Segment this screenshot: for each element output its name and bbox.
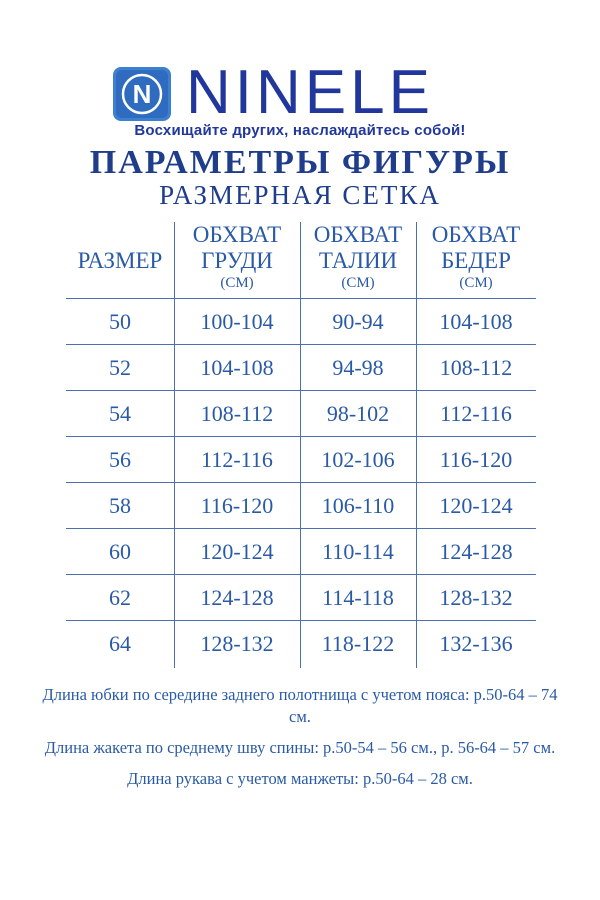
note-sleeve-length: Длина рукава с учетом манжеты: р.50-64 – 28 см.: [127, 769, 473, 788]
header-chest: [174, 222, 300, 298]
cell-hips: 116-120: [439, 447, 513, 472]
header-chest-line2: ГРУДИ: [201, 248, 273, 273]
brand-slogan: Восхищайте других, наслаждайтесь собой!: [134, 122, 466, 139]
cell-waist: 90-94: [332, 309, 384, 334]
cell-waist: 102-106: [321, 447, 395, 472]
note-jacket-length: Длина жакета по среднему шву спины: р.50-54 – 56 см., р. 56-64 – 57 см.: [44, 738, 556, 757]
table-row: [66, 483, 536, 529]
cell-hips: 108-112: [439, 355, 513, 380]
header-chest-unit: (СМ): [220, 275, 254, 291]
table-row: [66, 345, 536, 391]
table-row: [66, 575, 536, 621]
brand-header: [0, 60, 600, 130]
header-waist-line2: ТАЛИИ: [318, 248, 398, 273]
cell-size: 54: [109, 401, 131, 426]
cell-hips: 124-128: [439, 539, 513, 564]
cell-waist: 94-98: [332, 355, 384, 380]
cell-waist: 98-102: [326, 401, 390, 426]
header-hips: [416, 222, 536, 298]
logo-letter: N: [132, 79, 152, 109]
cell-chest: 124-128: [200, 585, 274, 610]
cell-waist: 118-122: [321, 631, 395, 656]
header-waist-unit: (СМ): [341, 275, 375, 291]
cell-size: 56: [109, 447, 131, 472]
cell-size: 50: [109, 309, 131, 334]
header-waist-line1: ОБХВАТ: [313, 222, 403, 247]
cell-size: 62: [109, 585, 131, 610]
cell-chest: 120-124: [200, 539, 274, 564]
cell-hips: 132-136: [439, 631, 513, 656]
header-hips-line2: БЕДЕР: [441, 248, 511, 273]
table-row: [66, 299, 536, 345]
cell-waist: 110-114: [322, 539, 394, 564]
table-row: [66, 391, 536, 437]
cell-hips: 104-108: [439, 309, 513, 334]
header-hips-line1: ОБХВАТ: [431, 222, 521, 247]
header-size-label: РАЗМЕР: [77, 248, 163, 273]
cell-size: 58: [109, 493, 131, 518]
table-row: [66, 437, 536, 483]
note-skirt-length: Длина юбки по середине заднего полотнища с учетом пояса: р.50-64 – 74 см.: [42, 685, 558, 726]
cell-chest: 116-120: [200, 493, 274, 518]
table-row: [66, 621, 536, 667]
cell-chest: 100-104: [200, 309, 274, 334]
cell-waist: 106-110: [321, 493, 395, 518]
page-title: ПАРАМЕТРЫ ФИГУРЫ: [89, 144, 511, 181]
header-waist: [300, 222, 416, 298]
cell-chest: 128-132: [200, 631, 274, 656]
header-chest-line1: ОБХВАТ: [192, 222, 282, 247]
cell-size: 64: [109, 631, 131, 656]
header-hips-unit: (СМ): [459, 275, 493, 291]
cell-chest: 108-112: [200, 401, 274, 426]
cell-waist: 114-118: [322, 585, 394, 610]
cell-chest: 104-108: [200, 355, 274, 380]
measurement-notes: [40, 684, 560, 799]
brand-name: NINELE: [186, 58, 434, 127]
cell-chest: 112-116: [201, 447, 273, 472]
brand-logo-icon: [112, 66, 172, 122]
cell-hips: 112-116: [440, 401, 512, 426]
cell-size: 60: [109, 539, 131, 564]
cell-hips: 128-132: [439, 585, 513, 610]
table-row: [66, 529, 536, 575]
cell-hips: 120-124: [439, 493, 513, 518]
cell-size: 52: [109, 355, 131, 380]
page-subtitle: РАЗМЕРНАЯ СЕТКА: [159, 180, 441, 210]
